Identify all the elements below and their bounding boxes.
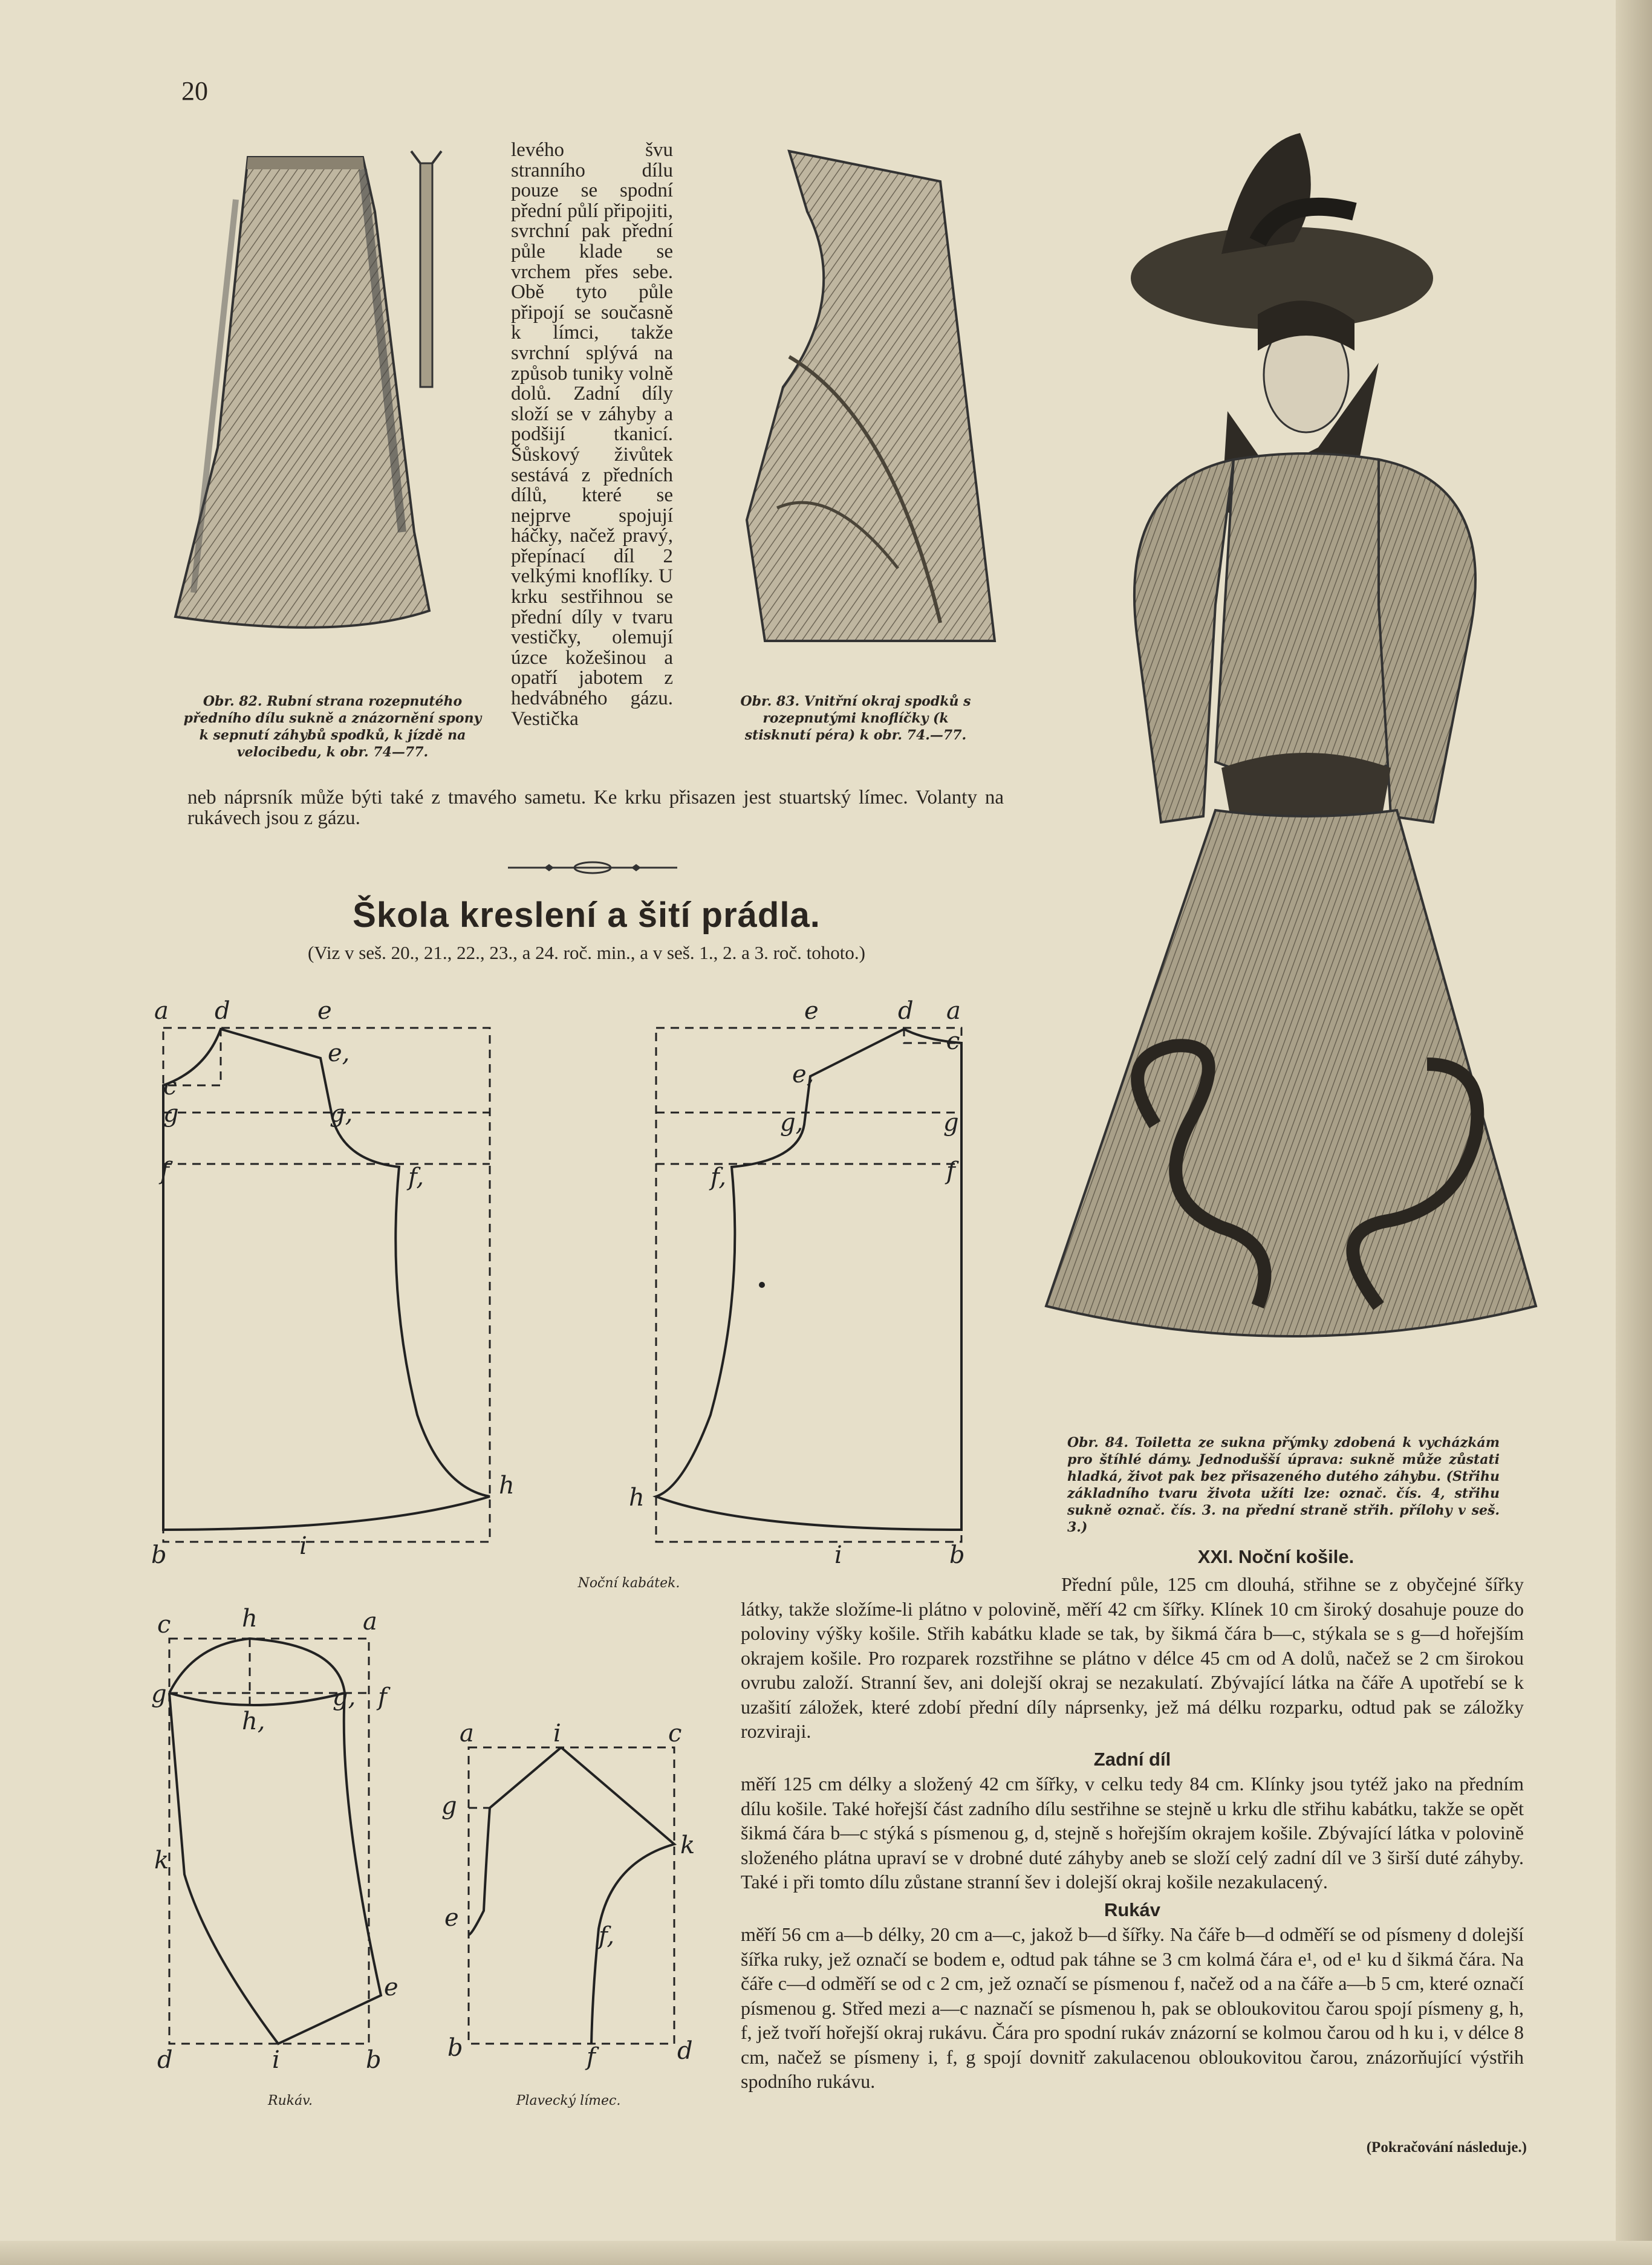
svg-text:g: g	[163, 1100, 179, 1128]
svg-text:e: e	[444, 1904, 459, 1932]
page-edge	[1616, 0, 1652, 2265]
svg-text:i: i	[834, 1541, 842, 1569]
school-title: Škola kreslení a šití prádla.	[353, 895, 821, 935]
svg-text:h,: h,	[242, 1708, 265, 1735]
svg-text:f: f	[587, 2043, 596, 2071]
svg-text:f: f	[378, 1683, 387, 1711]
svg-text:b: b	[447, 2034, 463, 2062]
svg-text:d: d	[677, 2037, 693, 2065]
svg-text:a: a	[363, 1608, 377, 1636]
svg-text:g,: g,	[780, 1109, 804, 1137]
section-title: XXI. Noční košile.	[1197, 1546, 1354, 1567]
page-number: 20	[181, 76, 208, 106]
svg-text:d: d	[215, 997, 230, 1025]
svg-text:a: a	[154, 997, 169, 1025]
svg-text:b: b	[366, 2046, 382, 2074]
collar-caption: Plavecký límec.	[516, 2093, 621, 2108]
svg-text:k: k	[680, 1831, 695, 1859]
svg-text:f: f	[160, 1157, 169, 1185]
svg-text:e: e	[317, 997, 332, 1025]
school-subtitle: (Viz v seš. 20., 21., 22., 23., a 24. roč. min., a v seš. 1., 2. a 3. roč. tohoto.)	[308, 942, 865, 963]
dress-illustration	[1040, 121, 1548, 1379]
svg-text:i: i	[299, 1532, 307, 1560]
paragraph-front: Přední půle, 125 cm dlouhá, střihne se z obyčejné šířky látky, takže složíme-li plátno v polovině, měří 42 cm šířky. Klínek 10 cm široký dosahuje pouze do poloviny výšky košile. Střih kabátku klade se tak, by šikmá čára b—c, stýkala se s g—d hořejším okrajem košile. Pro rozparek rozstřihne se plátno v délce 45 cm od A dolů, načež se 2 cm širokou ovrubu založí. Stranní šev, ani dolejší okraj se nezakulatí. Zbývající látka na čáře A upotřebí se k uzašití záložek, které zdobí přední díly náprsenky, jež má délku rozparku, odtud pak se záložky rozviraji.	[741, 1573, 1524, 1742]
paragraph-sleeve: měří 56 cm a—b délky, 20 cm a—c, jakož b—d šířky. Na čáře b—d odměří se od písmeny d dolejší šířka ruky, jež označí se bodem e, odtud pak táhne se 3 cm kolmá čára e¹, od e¹ ku d šikmá čára. Na čáře c—d odměří se od c 2 cm, jež označí se písmenou f, načež od a na čáře a—b 5 cm, které označí písmenou g. Střed mezi a—c naznačí se písmenou h, pak se obloukovitou čarou spojí písmeny g, h, f, jež tvoří hořejší okraj rukávu. Čára pro spodní rukáv znázorní se kolmou čarou od h ku i, v délce 8 cm, načež se písmeny i, f, g spojí dovnitř zakulacenou obloukovitou čarou, znázorňující výstřih spodního rukávu.	[741, 1923, 1524, 2092]
jacket-caption: Noční kabátek.	[577, 1576, 680, 1591]
intro-column-text: levého švu stranního dílu pouze se spodní přední půlí připojiti, svrchní pak přední půle klade se vrchem přes sebe. Obě tyto půle připojí se současně k límci, takže svrchní splývá na způsob tuniky volně dolů. Zadní díly složí se v záhyby a podšijí tkanicí. Šůskový živůtek sestává z předních dílů, které se nejprve spojují háčky, načež pravý, přepínací díl 2 velkými knoflíky. U krku sestřihnou se přední díly v tvaru vestičky, olemují úzce kožešinou a opatří jabotem z hedvábného gázu. Vestička	[511, 139, 673, 730]
svg-text:c: c	[163, 1073, 177, 1100]
sleeve-caption: Rukáv.	[268, 2093, 313, 2108]
svg-text:k: k	[154, 1847, 169, 1874]
page-edge-bottom	[0, 2241, 1652, 2265]
collar-pattern-diagram	[435, 1720, 707, 2071]
svg-text:e: e	[384, 1974, 398, 2001]
sleeve-pattern-diagram	[145, 1605, 405, 2074]
figure-82-caption: Obr. 82. Rubní strana rozepnutého předního dílu sukně a znázornění spony k sepnutí záhybů spodků, k jízdě na velocibedu, k obr. 74—77.	[183, 694, 482, 760]
lining-illustration	[741, 145, 1013, 647]
svg-text:h: h	[242, 1605, 258, 1633]
svg-text:c: c	[157, 1611, 171, 1639]
svg-text:g: g	[151, 1680, 167, 1708]
svg-text:c: c	[946, 1027, 960, 1055]
svg-text:g: g	[441, 1792, 457, 1820]
svg-text:a: a	[460, 1720, 474, 1747]
continued-note: (Pokračování následuje.)	[1366, 2139, 1527, 2156]
svg-text:g,: g,	[330, 1100, 353, 1128]
svg-text:f: f	[946, 1157, 955, 1185]
svg-text:g,: g,	[333, 1683, 356, 1711]
jacket-pattern-diagram	[139, 992, 986, 1569]
svg-text:h: h	[629, 1484, 645, 1512]
svg-text:b: b	[949, 1541, 965, 1569]
svg-text:c: c	[668, 1720, 682, 1747]
figure-83-caption: Obr. 83. Vnitřní okraj spodků s rozepnutými knoflíčky (k stisknutí péra) k obr. 74.—77.	[740, 694, 971, 743]
figure-84-caption: Obr. 84. Toiletta ze sukna přýmky zdobená k vycházkám pro štíhlé dámy. Jednodušší úprava: sukně může zůstati hladká, život pak bez přisazeného dutého záhybu. (Střihu základního tvaru života užíti lze: označ. čís. 4, střihu sukně označ. čís. 3. na přední straně střih. přílohy v seš. 3.)	[1067, 1435, 1500, 1535]
svg-text:e,: e,	[792, 1061, 815, 1088]
svg-text:e,: e,	[328, 1039, 350, 1067]
svg-text:d: d	[898, 997, 914, 1025]
svg-text:f,: f,	[408, 1163, 424, 1191]
svg-text:a: a	[946, 997, 961, 1025]
svg-text:d: d	[157, 2046, 173, 2074]
ornament-divider	[502, 859, 683, 877]
svg-text:g: g	[943, 1109, 959, 1137]
svg-text:i: i	[272, 2046, 280, 2074]
paragraph-back: měří 125 cm délky a složený 42 cm šířky, v celku tedy 84 cm. Klínky jsou tytéž jako na předním dílu košile. Také hořejší část zadního dílu sestřihne se stejně u krku dle střihu kabátku, takže se opět šikmá čára b—c stýká s písmenou g, d, stejně s hořejším okrajem košile. Zbývající látka v polovině složeného plátna upraví se v drobné duté záhyby aneb se složí celý zadní díl ve 3 širší duté záhyby. Také i při tomto dílu zůstane stranní šev i dolejší okraj košile nezakulacený.	[741, 1773, 1524, 1893]
intro-continuation: neb náprsník může býti také z tmavého sametu. Ke krku přisazen jest stuartský límec. Volanty na rukávech jsou z gázu.	[187, 787, 1004, 829]
svg-text:e: e	[804, 997, 819, 1025]
section-body	[741, 1572, 1524, 2094]
svg-text:i: i	[553, 1720, 561, 1747]
svg-text:b: b	[151, 1541, 167, 1569]
svg-text:f,: f,	[599, 1922, 615, 1950]
svg-text:f,: f,	[711, 1163, 727, 1191]
sleeve-title: Rukáv	[1104, 1899, 1161, 1920]
skirt-illustration	[163, 145, 478, 647]
svg-text:h: h	[499, 1472, 515, 1500]
back-title: Zadní díl	[1093, 1748, 1171, 1770]
